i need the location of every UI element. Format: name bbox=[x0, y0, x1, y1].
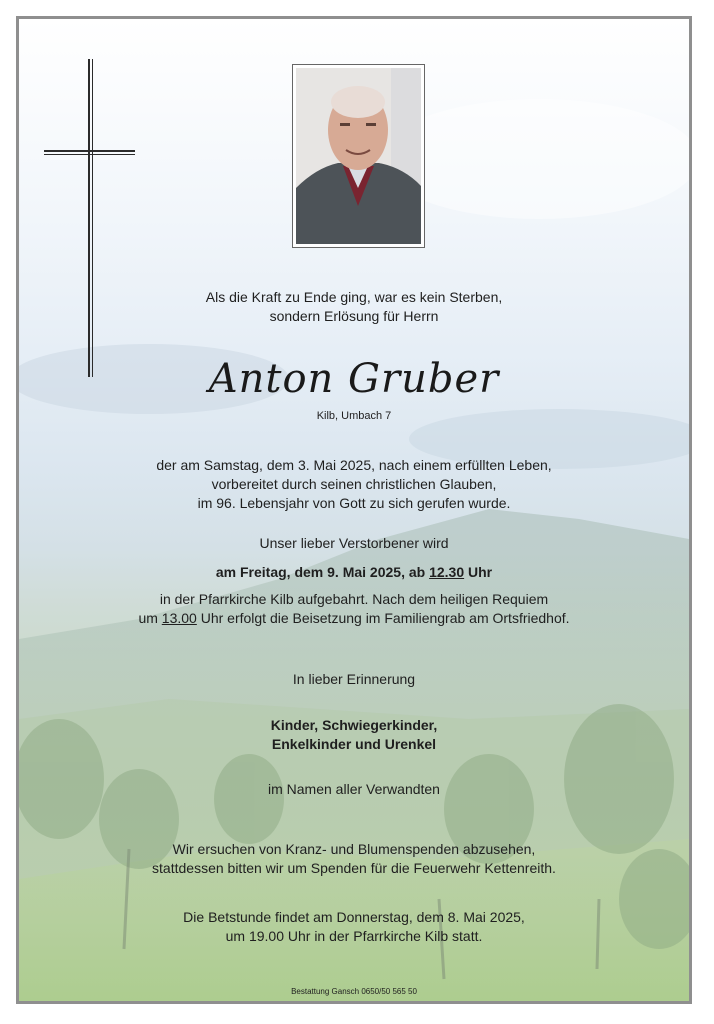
cross-icon-vertical bbox=[88, 59, 90, 377]
donation-line-2: stattdessen bitten wir um Spenden für die Feuerwehr Kettenreith. bbox=[152, 860, 556, 876]
portrait-photo bbox=[292, 64, 425, 248]
prayer-line-1: Die Betstunde findet am Donnerstag, dem 8. Mai 2025, bbox=[183, 909, 525, 925]
prayer-line-2: um 19.00 Uhr in der Pfarrkirche Kilb statt. bbox=[225, 928, 483, 944]
deceased-name: Anton Gruber bbox=[208, 356, 500, 402]
viewing-time: 12.30 bbox=[429, 564, 465, 580]
death-line-1: der am Samstag, dem 3. Mai 2025, nach einem erfüllten Leben, bbox=[156, 457, 552, 473]
obituary-page bbox=[16, 16, 692, 1004]
viewing-date bbox=[19, 563, 689, 582]
memory-label: In lieber Erinnerung bbox=[292, 671, 416, 687]
intro-line-1: Als die Kraft zu Ende ging, war es kein Sterben, bbox=[205, 289, 503, 305]
viewing-time-suffix: Uhr bbox=[464, 564, 493, 580]
requiem-line-2 bbox=[19, 609, 689, 628]
requiem-line-1: in der Pfarrkirche Kilb aufgebahrt. Nach dem heiligen Requiem bbox=[159, 591, 549, 607]
requiem-suffix: Uhr erfolgt die Beisetzung im Familiengrab am Ortsfriedhof. bbox=[196, 610, 570, 626]
intro-line-2: sondern Erlösung für Herrn bbox=[269, 308, 439, 324]
family-line-2: Enkelkinder und Urenkel bbox=[271, 736, 437, 752]
family-line-1: Kinder, Schwiegerkinder, bbox=[270, 717, 438, 733]
cross-icon-horizontal bbox=[44, 150, 135, 152]
viewing-intro: Unser lieber Verstorbener wird bbox=[259, 535, 449, 551]
cross-icon-vertical-thin bbox=[92, 59, 93, 377]
death-line-2: vorbereitet durch seinen christlichen Glauben, bbox=[211, 476, 497, 492]
deceased-address: Kilb, Umbach 7 bbox=[316, 410, 392, 422]
viewing-date-prefix: am Freitag, dem 9. Mai 2025, ab bbox=[215, 564, 430, 580]
requiem-prefix: um bbox=[138, 610, 162, 626]
cross-icon-horizontal-thin bbox=[44, 154, 135, 155]
relatives-line: im Namen aller Verwandten bbox=[268, 781, 440, 797]
requiem-time: 13.00 bbox=[161, 610, 197, 626]
donation-line-1: Wir ersuchen von Kranz- und Blumenspenden abzusehen, bbox=[172, 841, 536, 857]
death-line-3: im 96. Lebensjahr von Gott zu sich gerufen wurde. bbox=[197, 495, 511, 511]
funeral-home-footer: Bestattung Gansch 0650/50 565 50 bbox=[291, 987, 417, 996]
